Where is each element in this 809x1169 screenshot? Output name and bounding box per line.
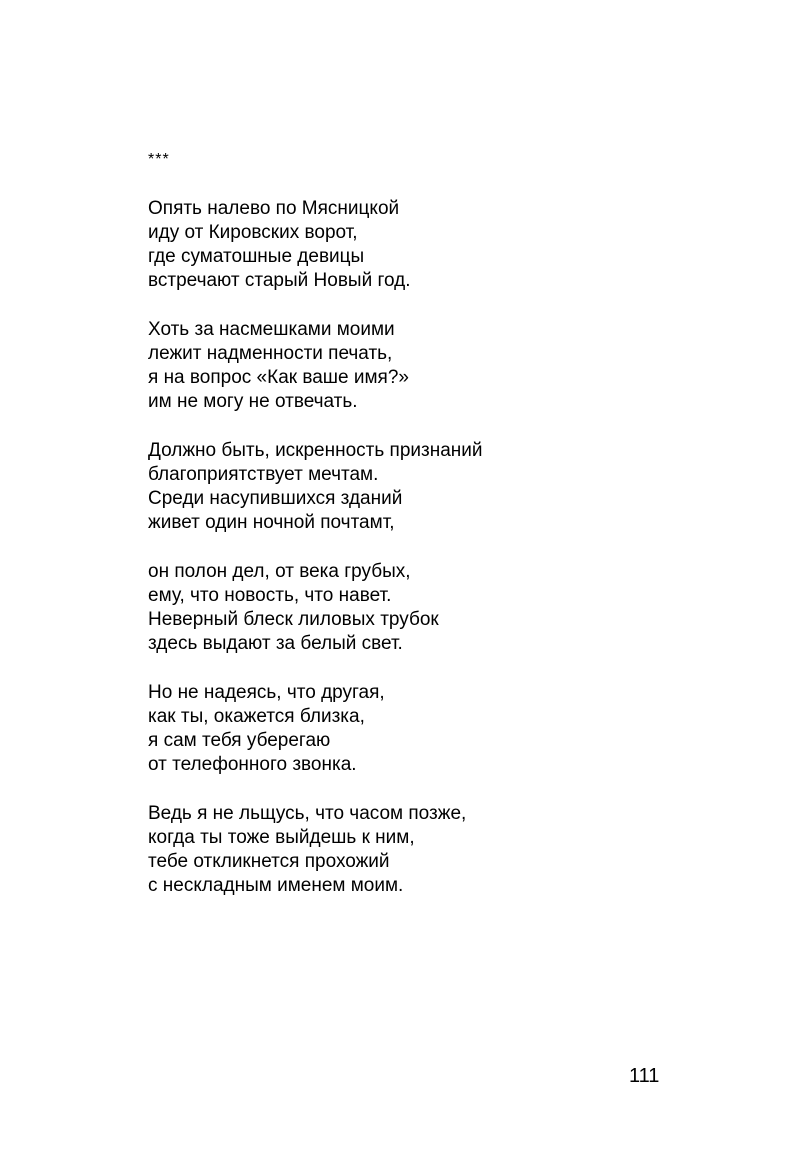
poem-line: Среди насупившихся зданий <box>148 488 403 509</box>
stanza-2 <box>148 318 708 414</box>
poem-line: с нескладным именем моим. <box>148 875 404 896</box>
poem-line: я на вопрос «Как ваше имя?» <box>148 367 409 388</box>
poem-line: я сам тебя уберегаю <box>148 730 331 751</box>
poem-line: когда ты тоже выйдешь к ним, <box>148 827 415 848</box>
stanza-4 <box>148 560 708 656</box>
poem-separator: *** <box>148 151 170 168</box>
poem-line: встречают старый Новый год. <box>148 270 411 291</box>
stanza-6 <box>148 802 708 898</box>
poem-line: Но не надеясь, что другая, <box>148 682 385 703</box>
poem-line: им не могу не отвечать. <box>148 391 358 412</box>
poem-line: Неверный блеск лиловых трубок <box>148 609 439 630</box>
poem-line: тебе откликнется прохожий <box>148 851 390 872</box>
poem-line: ему, что новость, что навет. <box>148 585 392 606</box>
poem-line: здесь выдают за белый свет. <box>148 633 403 654</box>
poem-line: Ведь я не льщусь, что часом позже, <box>148 803 467 824</box>
poem-line: благоприятствует мечтам. <box>148 464 379 485</box>
poem-line: как ты, окажется близка, <box>148 706 365 727</box>
poem-line: он полон дел, от века грубых, <box>148 561 411 582</box>
page-number: 111 <box>629 1065 660 1087</box>
poem-line: Опять налево по Мясницкой <box>148 198 400 219</box>
poem-line: где суматошные девицы <box>148 246 365 267</box>
poem-line: иду от Кировских ворот, <box>148 222 358 243</box>
poem-line: от телефонного звонка. <box>148 754 357 775</box>
poem-line: живет один ночной почтамт, <box>148 512 395 533</box>
stanza-5 <box>148 681 708 777</box>
poem-line: Должно быть, искренность признаний <box>148 440 483 461</box>
stanza-1 <box>148 197 708 293</box>
poem-line: Хоть за насмешками моими <box>148 319 395 340</box>
poem <box>148 150 708 923</box>
stanza-3 <box>148 439 708 535</box>
poem-line: лежит надменности печать, <box>148 343 393 364</box>
